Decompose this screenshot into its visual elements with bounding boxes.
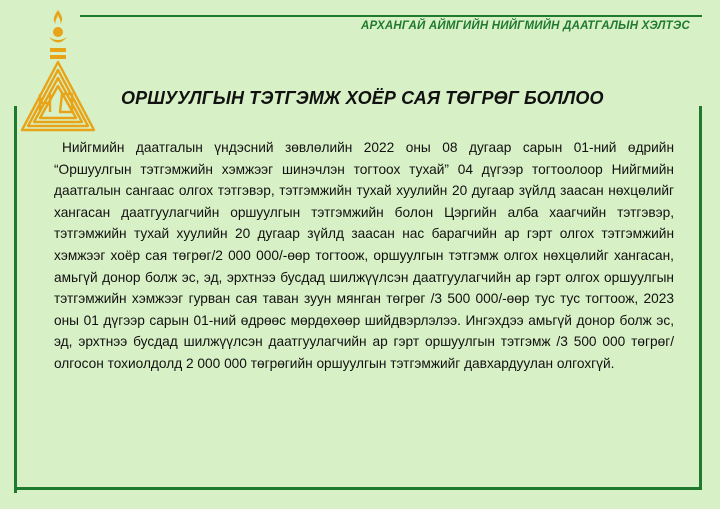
soyombo-emblem-icon [10, 8, 106, 133]
article-body: Нийгмийн даатгалын үндэсний зөвлөлийн 2022 оны 08 дугаар сарын 01-ний өдрийн “Оршуулгын тэтгэмжийн хэмжээг шинэчлэн тогтоох тухай” 04 дүгээр тогтоолоор Нийгмийн даатгалын сангаас олгох тэтгэвэр, тэтгэмжийн тухай хуулийн 20 дугаар зүйлд заасан нөхцөлийг хангасан даатгуулагчийн оршуулгын тэтгэмжийн болон Цэргийн алба хаагчийн тэтгэвэр, тэтгэмжийн тухай хуулийн 20 дугаар зүйлд заасан нас барагчийн ар гэрт олгох тэтгэмжийн хэмжээг хоёр сая төгрөг/2 000 000/-өөр тогтоож, оршуулгын тэтгэмж олгох нөхцөлийг хангасан, амьгүй донор болж эс, эд, эрхтнээ бусдад шилжүүлсэн даатгуулагчийн ар гэрт олгох оршуулгын тэтгэмжийн хэмжээг гурван сая таван зуун мянган төгрөг /3 500 000/-өөр тус тус тогтоож, 2023 оны 01 дүгээр сарын 01-ний өдрөөс мөрдөхөөр шийдвэрлэлээ. Ингэхдээ амьгүй донор болж эс, эд, эрхтнээ бусдад шилжүүлсэн даатгуулагчийн ар гэрт оршуулгын тэтгэмж /3 500 000 төгрөг/ олгосон тохиолдолд 2 000 000 төгрөгийн оршуулгын тэтгэмжийг давхардуулан олгохгүй. [54, 140, 674, 371]
frame-left-rule [14, 106, 17, 493]
organization-name: АРХАНГАЙ АЙМГИЙН НИЙГМИЙН ДААТГАЛЫН ХЭЛТЭС [361, 20, 690, 32]
page-title: ОРШУУЛГЫН ТЭТГЭМЖ ХОЁР САЯ ТӨГРӨГ БОЛЛОО [121, 88, 604, 108]
header-rule [80, 15, 702, 17]
